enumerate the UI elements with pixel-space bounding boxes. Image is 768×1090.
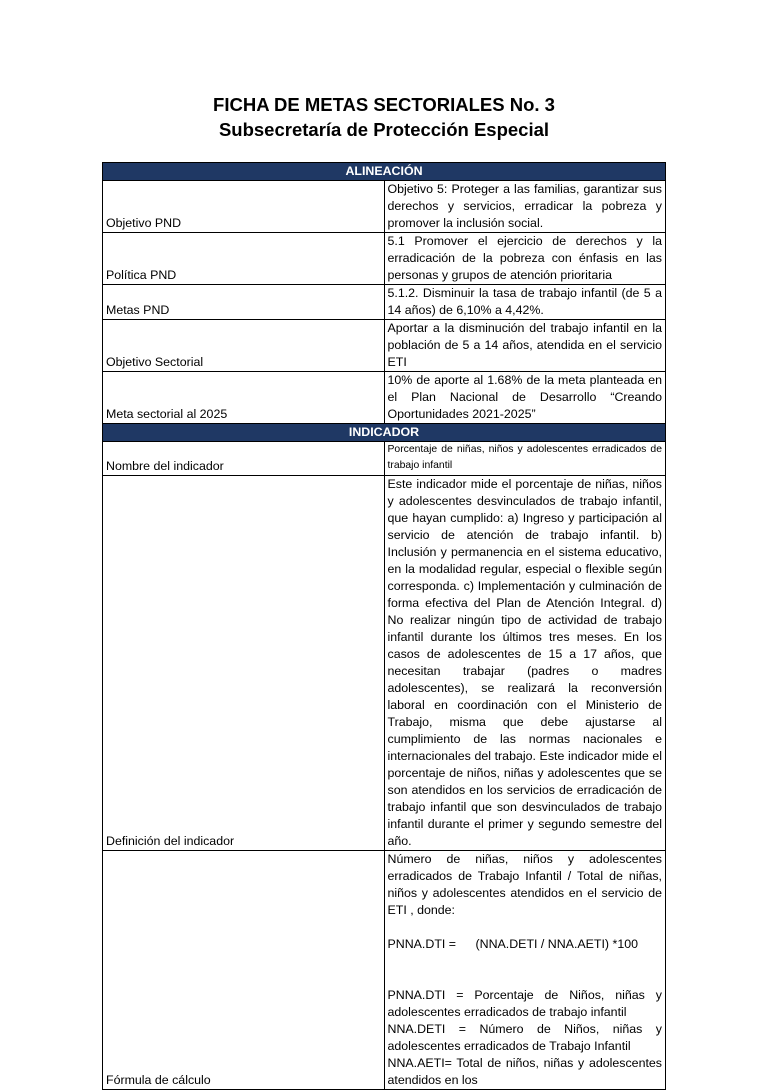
formula-rhs: (NNA.DETI / NNA.AETI) *100: [475, 937, 638, 951]
table-row: [103, 233, 666, 285]
section-title-alineacion: ALINEACIÓN: [103, 163, 666, 181]
row-value: 10% de aporte al 1.68% de la meta planteada en el Plan Nacional de Desarrollo “Creando Oportunidades 2021-2025”: [384, 372, 666, 424]
formula-definition: NNA.DETI = Número de Niños, niñas y adolescentes erradicados de Trabajo Infantil: [387, 1022, 662, 1053]
section-title-indicador: INDICADOR: [103, 424, 666, 442]
table-row: [103, 476, 666, 851]
formula-expression: [388, 936, 663, 953]
row-value: Aportar a la disminución del trabajo infantil en la población de 5 a 14 años, atendida en el servicio ETI: [384, 320, 666, 372]
document-subtitle: Subsecretaría de Protección Especial: [218, 119, 550, 140]
metas-table: [102, 162, 666, 1090]
row-value: Objetivo 5: Proteger a las familias, garantizar sus derechos y servicios, erradicar la pobreza y promover la inclusión social.: [384, 181, 666, 233]
formula-intro: Número de niñas, niños y adolescentes erradicados de Trabajo Infantil / Total de niñas, niños y adolescentes atendidos en el servicio de ETI , donde:: [387, 852, 662, 917]
document-title: FICHA DE METAS SECTORIALES No. 3: [213, 94, 555, 115]
row-value: 5.1 Promover el ejercicio de derechos y la erradicación de la pobreza con énfasis en las personas y grupos de atención prioritaria: [384, 233, 666, 285]
table-row: [103, 442, 666, 476]
row-label: Objetivo PND: [103, 181, 385, 233]
row-label: Nombre del indicador: [103, 442, 385, 476]
table-row: [103, 320, 666, 372]
formula-cell: [384, 851, 666, 1090]
table-row: [103, 851, 666, 1090]
table-row: [103, 285, 666, 320]
row-label: Definición del indicador: [103, 476, 385, 851]
row-value: 5.1.2. Disminuir la tasa de trabajo infantil (de 5 a 14 años) de 6,10% a 4,42%.: [384, 285, 666, 320]
section-header-alineacion: [103, 163, 666, 181]
formula-lhs: PNNA.DTI =: [387, 937, 457, 951]
table-row: [103, 372, 666, 424]
formula-definition: PNNA.DTI = Porcentaje de Niños, niñas y adolescentes erradicados de trabajo infantil: [387, 988, 662, 1019]
formula-definition: NNA.AETI= Total de niños, niñas y adolescentes atendidos en los: [387, 1056, 662, 1087]
row-label: Política PND: [103, 233, 385, 285]
section-header-indicador: [103, 424, 666, 442]
row-value: Este indicador mide el porcentaje de niñas, niños y adolescentes desvinculados de trabajo infantil, que hayan cumplido: a) Ingreso y participación al servicio de atención de trabajo infantil. b) Inclusión y permanencia en el sistema educativo, en la modalidad regular, especial o flexible según corresponda. c) Implementación y culminación de forma efectiva del Plan de Atención Integral. d) No realizar ningún tipo de actividad de trabajo infantil durante los últimos tres meses. En los casos de adolescentes de 15 a 17 años, que necesitan trabajar (padres o madres adolescentes), se realizará la reconversión laboral en coordinación con el Ministerio de Trabajo, misma que debe ajustarse al cumplimiento de las normas nacionales e internacionales del trabajo. Este indicador mide el porcentaje de niños, niñas y adolescentes que se son atendidos en los servicios de erradicación de trabajo infantil que son desvinculados de trabajo infantil durante el primer y segundo semestre del año.: [384, 476, 666, 851]
table-row: [103, 181, 666, 233]
row-label: Metas PND: [103, 285, 385, 320]
row-value: Porcentaje de niñas, niños y adolescentes erradicados de trabajo infantil: [384, 442, 666, 476]
row-label: Fórmula de cálculo: [103, 851, 385, 1090]
row-label: Objetivo Sectorial: [103, 320, 385, 372]
row-label: Meta sectorial al 2025: [103, 372, 385, 424]
